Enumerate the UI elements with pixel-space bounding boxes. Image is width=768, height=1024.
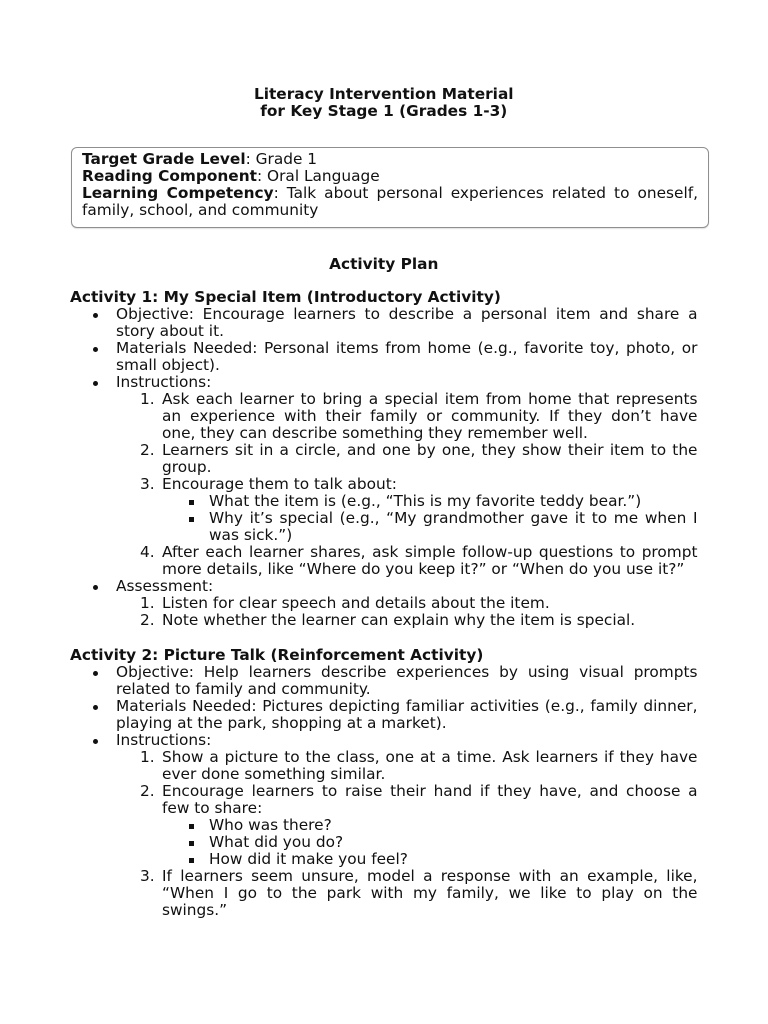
- item-number: 3.: [140, 867, 155, 885]
- text-line: Note whether the learner can explain why the item is special.: [162, 611, 636, 629]
- instructions-item: [116, 732, 698, 919]
- text-line: one, they can describe something they remember well.: [162, 424, 588, 442]
- text-line: story about it.: [116, 322, 224, 340]
- numbered-item: [140, 611, 698, 629]
- bullet-icon: [93, 671, 98, 676]
- title-line: for Key Stage 1 (Grades 1-3): [260, 102, 508, 120]
- target-grade-level: [82, 151, 698, 168]
- instructions-label: Instructions:: [116, 731, 212, 749]
- text-line: more details, like “Where do you keep it?” or “When do you use it?”: [162, 560, 685, 578]
- text-line: Encourage them to talk about:: [162, 475, 397, 493]
- text-line: an experience with their family or community. If they don’t have: [162, 407, 698, 425]
- learning-competency-cont: family, school, and community: [82, 201, 319, 219]
- item-number: 3.: [140, 475, 155, 493]
- text-line: Learners sit in a circle, and one by one, they show their item to the: [162, 441, 698, 459]
- numbered-item: [140, 748, 698, 783]
- info-value: : Talk about personal experiences related to oneself,: [273, 184, 698, 202]
- info-label: Target Grade Level: [82, 150, 246, 168]
- text-line: What the item is (e.g., “This is my favorite teddy bear.”): [209, 492, 642, 510]
- text-line: Show a picture to the class, one at a time. Ask learners if they have: [162, 748, 698, 766]
- text-line: Listen for clear speech and details about the item.: [162, 594, 550, 612]
- numbered-item: [140, 867, 698, 919]
- document-title: [70, 86, 698, 120]
- bullet-icon: [93, 347, 98, 352]
- numbered-item: [140, 543, 698, 578]
- text-line: Objective: Help learners describe experiences by using visual prompts: [116, 663, 698, 681]
- square-bullet-icon: [189, 824, 194, 829]
- materials-item: [116, 340, 698, 374]
- text-line: Encourage learners to raise their hand if they have, and choose a: [162, 782, 698, 800]
- info-label: Reading Component: [82, 167, 257, 185]
- sub-item: [209, 851, 698, 868]
- info-box: [71, 147, 709, 228]
- numbered-item: [140, 390, 698, 442]
- text-line: swings.”: [162, 901, 228, 919]
- item-number: 4.: [140, 543, 155, 561]
- square-bullet-icon: [189, 841, 194, 846]
- sub-item: [209, 834, 698, 851]
- item-number: 1.: [140, 748, 155, 766]
- activity-heading: Activity 1: My Special Item (Introductory Activity): [70, 288, 501, 306]
- sub-item: [209, 817, 698, 834]
- numbered-item: [140, 475, 698, 544]
- text-line: small object).: [116, 356, 220, 374]
- numbered-item: [140, 782, 698, 868]
- document-body: [70, 86, 698, 919]
- text-line: Materials Needed: Personal items from home (e.g., favorite toy, photo, or: [116, 339, 698, 357]
- bullet-icon: [93, 313, 98, 318]
- text-line: After each learner shares, ask simple follow-up questions to prompt: [162, 543, 698, 561]
- text-line: was sick.”): [209, 526, 293, 544]
- materials-item: [116, 698, 698, 732]
- text-line: few to share:: [162, 799, 263, 817]
- text-line: How did it make you feel?: [209, 850, 408, 868]
- text-line: related to family and community.: [116, 680, 371, 698]
- sub-item: [209, 493, 698, 510]
- title-line: Literacy Intervention Material: [253, 85, 514, 103]
- activity-plan-heading: Activity Plan: [329, 255, 439, 273]
- text-line: “When I go to the park with my family, we like to play on the: [162, 884, 698, 902]
- text-line: Why it’s special (e.g., “My grandmother gave it to me when I: [209, 509, 698, 527]
- instructions-label: Instructions:: [116, 373, 212, 391]
- item-number: 1.: [140, 390, 155, 408]
- text-line: group.: [162, 458, 212, 476]
- activity-heading: Activity 2: Picture Talk (Reinforcement Activity): [70, 646, 484, 664]
- learning-competency: [82, 185, 698, 202]
- instructions-item: [116, 374, 698, 578]
- activity-section: [70, 647, 698, 919]
- numbered-item: [140, 441, 698, 476]
- bullet-icon: [93, 381, 98, 386]
- bullet-icon: [93, 585, 98, 590]
- reading-component: [82, 168, 698, 185]
- item-number: 1.: [140, 594, 155, 612]
- bullet-icon: [93, 739, 98, 744]
- text-line: Objective: Encourage learners to describe a personal item and share a: [116, 305, 698, 323]
- objective-item: [116, 306, 698, 340]
- numbered-item: [140, 594, 698, 612]
- info-value: : Oral Language: [256, 167, 380, 185]
- text-line: playing at the park, shopping at a market).: [116, 714, 447, 732]
- text-line: If learners seem unsure, model a response with an example, like,: [162, 867, 698, 885]
- item-number: 2.: [140, 782, 155, 800]
- item-number: 2.: [140, 611, 155, 629]
- square-bullet-icon: [189, 517, 194, 522]
- text-line: Ask each learner to bring a special item from home that represents: [162, 390, 698, 408]
- item-number: 2.: [140, 441, 155, 459]
- assessment-item: [116, 578, 698, 629]
- square-bullet-icon: [189, 858, 194, 863]
- objective-item: [116, 664, 698, 698]
- info-label: Learning Competency: [82, 184, 274, 202]
- text-line: Who was there?: [209, 816, 332, 834]
- square-bullet-icon: [189, 500, 194, 505]
- text-line: What did you do?: [209, 833, 344, 851]
- text-line: ever done something similar.: [162, 765, 386, 783]
- activity-section: [70, 289, 698, 629]
- info-value: : Grade 1: [245, 150, 318, 168]
- text-line: Materials Needed: Pictures depicting familiar activities (e.g., family dinner,: [116, 697, 698, 715]
- sub-item: [209, 510, 698, 544]
- bullet-icon: [93, 705, 98, 710]
- assessment-label: Assessment:: [116, 577, 214, 595]
